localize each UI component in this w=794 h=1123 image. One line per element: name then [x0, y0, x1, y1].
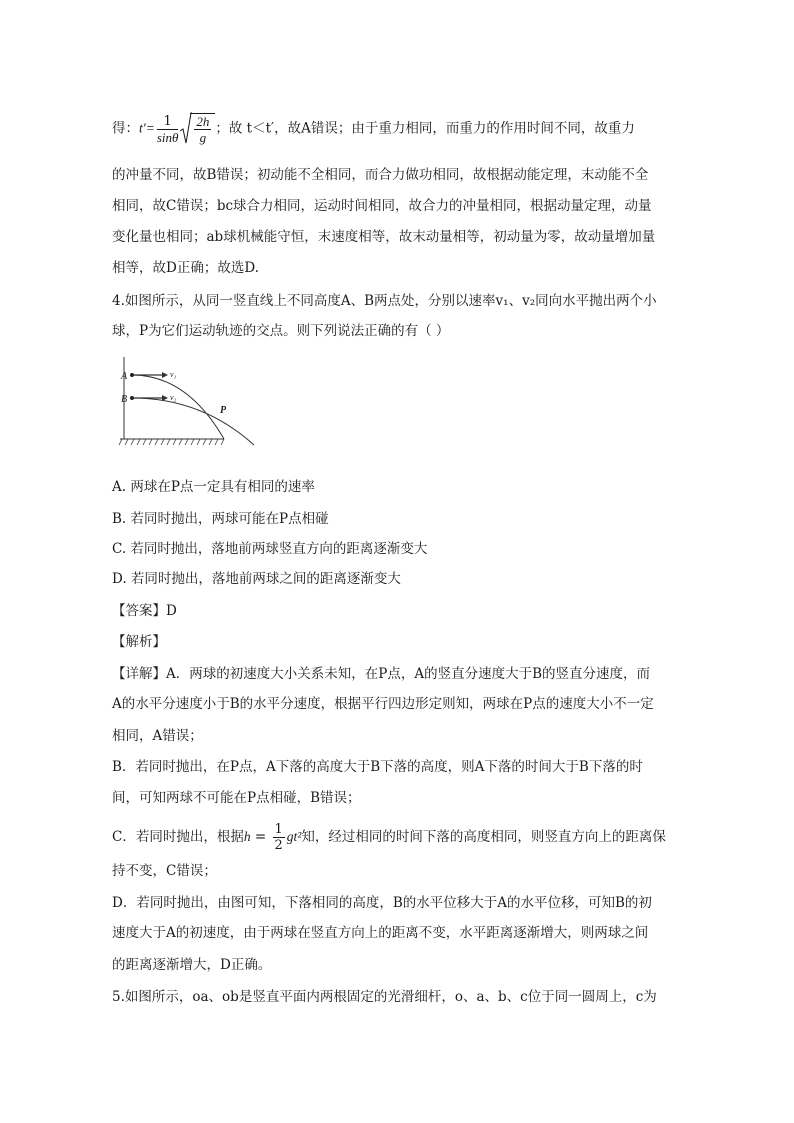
question-4-stem-line-1: 4.如图所示，从同一竖直线上不同高度A、B两点处，分别以速率v₁、v₂同向水平抛出两个小	[112, 293, 657, 309]
arrow-head-icon	[162, 395, 168, 401]
prev-answer-line-3: 相同，故C错误；bc球合力相同，运动时间相同，故合力的冲量相同，根据动量定理，动量	[112, 198, 652, 214]
arrow-head-icon	[162, 372, 168, 378]
trajectory-b	[132, 398, 254, 445]
detail-line-7: D．若同时抛出，由图可知，下落相同的高度，B的水平位移大于A的水平位移，可知B的初	[112, 895, 652, 911]
prev-answer-line-4: 变化量也相同；ab球机械能守恒，末速度相等，故末动量相等，初动量为零，故动量增加量	[112, 229, 656, 245]
detail-line-3: 相同，A错误；	[112, 728, 203, 744]
answer: 【答案】D	[112, 603, 177, 619]
fraction-denominator: sinθ	[156, 129, 179, 145]
detail-line-4: B．若同时抛出，在P点，A下落的高度大于B下落的高度，则A下落的时间大于B下落的时	[112, 759, 643, 775]
fraction-numerator: 1	[157, 114, 179, 130]
text: C．若同时抛出，根据	[112, 829, 244, 845]
detail-line-8: 速度大于A的初速度，由于两球在竖直方向上的距离不变，水平距离逐渐增大，则两球之间	[112, 925, 649, 941]
label-v2: v₂	[170, 393, 177, 402]
question-4-stem-line-2: 球，P为它们运动轨迹的交点。则下列说法正确的有（ ）	[112, 323, 450, 339]
detail-line-5: 间，可知两球不可能在P点相碰，B错误；	[112, 790, 361, 806]
fraction	[194, 114, 211, 145]
formula-variable: h	[243, 829, 251, 844]
option-c: C. 若同时抛出，落地前两球竖直方向的距离逐渐变大	[112, 541, 428, 557]
fraction-denominator: 2	[274, 838, 283, 853]
label-v1: v₁	[170, 370, 177, 379]
square-root	[180, 113, 215, 145]
detail-line-c: C．若同时抛出，根据h = $\frac{1}{2}$ gt²知，经过相同的时间下落的高度相同，则竖直方向上的距离保	[112, 822, 666, 853]
trajectory-a	[132, 375, 224, 439]
point-a	[130, 373, 134, 377]
label-b: B	[121, 394, 128, 405]
fraction-numerator: 1	[274, 822, 283, 837]
detail-line-1: 【详解】A．两球的初速度大小关系未知，在P点，A的竖直分速度大于B的竖直分速度，而	[112, 666, 651, 682]
projectile-diagram	[112, 355, 262, 450]
detail-line-2: A的水平分速度小于B的水平分速度，根据平行四边形定则知，两球在P点的速度大小不一定	[112, 696, 654, 712]
text: ；故 t＜t′，故A错误；由于重力相同，而重力的作用时间不同，故重力	[215, 120, 635, 137]
radical-sign-icon	[180, 111, 192, 145]
detail-line-6: 持不变，C错误；	[112, 863, 217, 879]
formula-lhs: t′=	[139, 120, 155, 136]
point-b	[130, 396, 134, 400]
label-p: P	[220, 405, 227, 416]
option-a: A. 两球在P点一定具有相同的速率	[112, 479, 315, 495]
prev-answer-line-1	[112, 113, 682, 145]
fraction	[273, 822, 285, 853]
fraction	[157, 114, 179, 145]
option-b: B. 若同时抛出，两球可能在P点相碰	[112, 511, 329, 527]
option-d: D. 若同时抛出，落地前两球之间的距离逐渐变大	[112, 571, 401, 587]
fraction-denominator: g	[199, 130, 207, 145]
question-5-stem-line-1: 5.如图所示，oa、ob是竖直平面内两根固定的光滑细杆，o、a、b、c位于同一圆周上，c为	[112, 989, 657, 1005]
detail-line-9: 的距离逐渐增大，D正确。	[112, 957, 272, 973]
formula-term: gt²	[286, 829, 302, 844]
text: 得：	[112, 120, 139, 137]
prev-answer-line-2: 的冲量不同，故B错误；初动能不全相同，而合力做功相同，故根据动能定理，末动能不全	[112, 167, 649, 183]
prev-answer-line-5: 相等，故D正确；故选D.	[112, 260, 259, 276]
text: 知，经过相同的时间下落的高度相同，则竖直方向上的距离保	[301, 829, 666, 845]
fraction-numerator: 2h	[196, 114, 210, 129]
label-a: A	[121, 371, 128, 382]
analysis-heading: 【解析】	[112, 634, 166, 650]
ground-hatching	[119, 439, 224, 445]
